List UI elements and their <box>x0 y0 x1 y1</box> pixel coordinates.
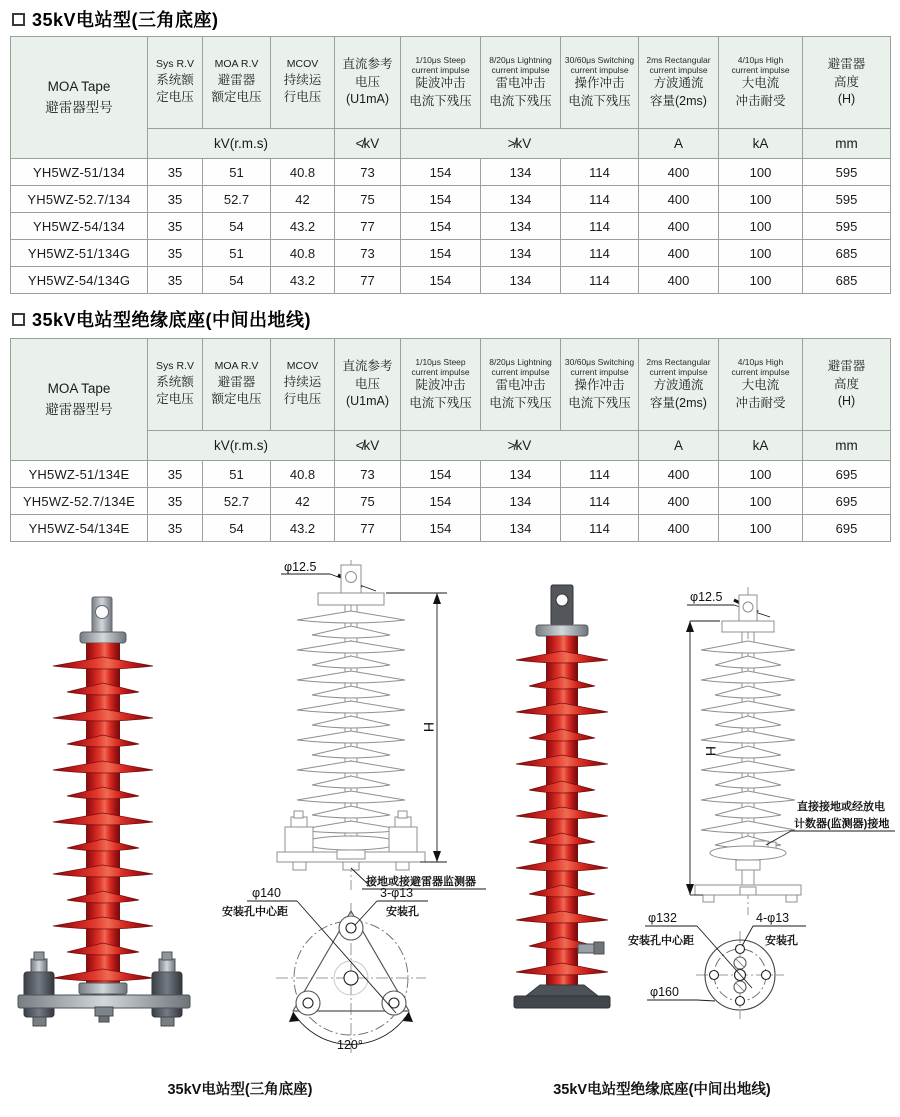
drawing-triangle-base-plan <box>222 886 428 1053</box>
col-header-dc-ref: 直流参考 电压 (U1mA) <box>335 339 401 431</box>
value-cell: 100 <box>719 213 803 240</box>
value-cell: 400 <box>639 186 719 213</box>
ground-note: 接地或接避雷器监测器 <box>366 876 476 888</box>
drawing-insulated-base-elevation <box>686 587 895 915</box>
ground-note-line1: 直接接地或经放电 <box>797 801 885 813</box>
ground-terminal-bolt <box>578 944 594 953</box>
unit-cell: ≮kV <box>335 431 401 461</box>
value-cell: 35 <box>148 267 203 294</box>
arrester-photo-triangle-base <box>18 597 190 1026</box>
dim-holes: 4-φ13 <box>756 911 790 925</box>
table-row <box>11 515 891 542</box>
dim-angle: 120° <box>337 1038 363 1052</box>
unit-cell: kV(r.m.s) <box>148 129 335 159</box>
value-cell: 51 <box>203 461 271 488</box>
value-cell: 154 <box>401 213 481 240</box>
drawing-insulated-base-plan <box>628 911 806 1019</box>
unit-cell: ≯kV <box>401 129 639 159</box>
value-cell: 134 <box>481 461 561 488</box>
value-cell: 114 <box>561 488 639 515</box>
value-cell: 695 <box>803 461 891 488</box>
value-cell: 77 <box>335 213 401 240</box>
value-cell: 51 <box>203 159 271 186</box>
value-cell: 75 <box>335 488 401 515</box>
model-cell: YH5WZ-51/134E <box>11 461 148 488</box>
value-cell: 100 <box>719 159 803 186</box>
value-cell: 35 <box>148 515 203 542</box>
dim-top-terminal: φ12.5 <box>690 590 723 604</box>
value-cell: 400 <box>639 159 719 186</box>
table-header <box>11 339 891 461</box>
value-cell: 134 <box>481 240 561 267</box>
value-cell: 154 <box>401 159 481 186</box>
dim-outer: φ160 <box>650 985 679 999</box>
value-cell: 35 <box>148 213 203 240</box>
table-header <box>11 37 891 159</box>
unit-cell: mm <box>803 129 891 159</box>
value-cell: 40.8 <box>271 159 335 186</box>
col-header-moa-rv: MOA R.V 避雷器 额定电压 <box>203 339 271 431</box>
value-cell: 77 <box>335 515 401 542</box>
unit-cell: kA <box>719 129 803 159</box>
table-body <box>11 461 891 542</box>
value-cell: 42 <box>271 488 335 515</box>
caption-triangle-base: 35kV电站型(三角底座) <box>167 1082 313 1098</box>
col-header-mcov: MCOV 持续运 行电压 <box>271 37 335 129</box>
table-row <box>11 488 891 515</box>
col-header-steep: 1/10μs Steep current impulse 陡波冲击 电流下残压 <box>401 339 481 431</box>
value-cell: 100 <box>719 240 803 267</box>
col-header-sys-rv: Sys R.V 系统额 定电压 <box>148 339 203 431</box>
value-cell: 154 <box>401 240 481 267</box>
value-cell: 154 <box>401 267 481 294</box>
terminal-hole <box>556 594 568 606</box>
col-header-height: 避雷器 高度 (H) <box>803 339 891 431</box>
col-header-lightning: 8/20μs Lightning current impulse 雷电冲击 电流下残压 <box>481 339 561 431</box>
dim-height: H <box>703 745 719 757</box>
value-cell: 134 <box>481 267 561 294</box>
value-cell: 40.8 <box>271 240 335 267</box>
value-cell: 35 <box>148 488 203 515</box>
section2-title-text: 35kV电站型绝缘底座(中间出地线) <box>32 310 312 330</box>
holes-note: 安装孔 <box>765 935 798 947</box>
col-header-lightning: 8/20μs Lightning current impulse 雷电冲击 电流下残压 <box>481 37 561 129</box>
col-header-switching: 30/60μs Switching current impulse 操作冲击 电流下残压 <box>561 339 639 431</box>
value-cell: 595 <box>803 159 891 186</box>
value-cell: 134 <box>481 186 561 213</box>
table-row <box>11 267 891 294</box>
col-header-moa-rv: MOA R.V 避雷器 额定电压 <box>203 37 271 129</box>
table-row <box>11 461 891 488</box>
value-cell: 35 <box>148 240 203 267</box>
value-cell: 400 <box>639 515 719 542</box>
value-cell: 43.2 <box>271 515 335 542</box>
dim-height: H <box>421 721 437 733</box>
value-cell: 43.2 <box>271 213 335 240</box>
unit-cell: kA <box>719 431 803 461</box>
value-cell: 52.7 <box>203 488 271 515</box>
section1-title-text: 35kV电站型(三角底座) <box>32 10 219 30</box>
dim-bolt-circle: φ140 <box>252 886 281 900</box>
col-header-mcov: MCOV 持续运 行电压 <box>271 339 335 431</box>
bolt-circle-note: 安装孔中心距 <box>222 906 288 918</box>
value-cell: 100 <box>719 515 803 542</box>
value-cell: 35 <box>148 186 203 213</box>
unit-cell: A <box>639 431 719 461</box>
value-cell: 54 <box>203 515 271 542</box>
value-cell: 114 <box>561 186 639 213</box>
value-cell: 35 <box>148 159 203 186</box>
col-header-model: MOA Tape 避雷器型号 <box>11 339 148 461</box>
value-cell: 51 <box>203 240 271 267</box>
value-cell: 695 <box>803 488 891 515</box>
col-header-model: MOA Tape 避雷器型号 <box>11 37 148 159</box>
ground-note-line2: 计数器(监测器)接地 <box>794 818 890 830</box>
value-cell: 595 <box>803 186 891 213</box>
value-cell: 685 <box>803 267 891 294</box>
col-header-switching: 30/60μs Switching current impulse 操作冲击 电流下残压 <box>561 37 639 129</box>
table-row <box>11 240 891 267</box>
value-cell: 75 <box>335 186 401 213</box>
square-bullet-icon <box>12 13 25 26</box>
value-cell: 154 <box>401 186 481 213</box>
value-cell: 400 <box>639 461 719 488</box>
sheds <box>701 641 795 848</box>
model-cell: YH5WZ-54/134G <box>11 267 148 294</box>
value-cell: 134 <box>481 488 561 515</box>
arrester-photo-insulated-base <box>514 585 610 1008</box>
value-cell: 73 <box>335 240 401 267</box>
unit-cell: ≯kV <box>401 431 639 461</box>
spec-table-triangle-base <box>10 36 891 294</box>
value-cell: 73 <box>335 461 401 488</box>
holes-note: 安装孔 <box>386 906 419 918</box>
model-cell: YH5WZ-52.7/134 <box>11 186 148 213</box>
value-cell: 35 <box>148 461 203 488</box>
value-cell: 100 <box>719 461 803 488</box>
value-cell: 154 <box>401 488 481 515</box>
value-cell: 114 <box>561 515 639 542</box>
value-cell: 52.7 <box>203 186 271 213</box>
value-cell: 154 <box>401 461 481 488</box>
col-header-dc-ref: 直流参考 电压 (U1mA) <box>335 37 401 129</box>
value-cell: 100 <box>719 186 803 213</box>
drawing-triangle-base-elevation <box>277 560 486 890</box>
value-cell: 134 <box>481 515 561 542</box>
value-cell: 134 <box>481 213 561 240</box>
dim-holes: 3-φ13 <box>380 886 414 900</box>
col-header-high-current: 4/10μs High current impulse 大电流 冲击耐受 <box>719 339 803 431</box>
section2-title <box>12 306 311 332</box>
value-cell: 114 <box>561 267 639 294</box>
table-row <box>11 213 891 240</box>
caption-insulated-base: 35kV电站型绝缘底座(中间出地线) <box>553 1082 771 1098</box>
value-cell: 114 <box>561 159 639 186</box>
dim-bolt-circle: φ132 <box>648 911 677 925</box>
model-cell: YH5WZ-54/134 <box>11 213 148 240</box>
value-cell: 685 <box>803 240 891 267</box>
terminal-hole <box>96 606 109 619</box>
dim-top-terminal: φ12.5 <box>284 560 317 574</box>
unit-cell: A <box>639 129 719 159</box>
value-cell: 77 <box>335 267 401 294</box>
table-row <box>11 159 891 186</box>
col-header-rectangular: 2ms Rectangular current impulse 方波通流 容量(2ms) <box>639 339 719 431</box>
value-cell: 54 <box>203 213 271 240</box>
model-cell: YH5WZ-51/134G <box>11 240 148 267</box>
value-cell: 134 <box>481 159 561 186</box>
table-body <box>11 159 891 294</box>
value-cell: 100 <box>719 488 803 515</box>
value-cell: 54 <box>203 267 271 294</box>
bolt-circle-note: 安装孔中心距 <box>628 935 694 947</box>
table-row <box>11 186 891 213</box>
value-cell: 73 <box>335 159 401 186</box>
unit-cell: mm <box>803 431 891 461</box>
unit-cell: kV(r.m.s) <box>148 431 335 461</box>
model-cell: YH5WZ-52.7/134E <box>11 488 148 515</box>
spec-table-insulated-base <box>10 338 891 542</box>
col-header-height: 避雷器 高度 (H) <box>803 37 891 129</box>
value-cell: 400 <box>639 488 719 515</box>
value-cell: 114 <box>561 461 639 488</box>
value-cell: 154 <box>401 515 481 542</box>
square-bullet-icon <box>12 313 25 326</box>
value-cell: 114 <box>561 240 639 267</box>
value-cell: 595 <box>803 213 891 240</box>
col-header-sys-rv: Sys R.V 系统额 定电压 <box>148 37 203 129</box>
unit-cell: ≮kV <box>335 129 401 159</box>
value-cell: 400 <box>639 267 719 294</box>
col-header-steep: 1/10μs Steep current impulse 陡波冲击 电流下残压 <box>401 37 481 129</box>
section1-title <box>12 6 219 32</box>
value-cell: 100 <box>719 267 803 294</box>
value-cell: 114 <box>561 213 639 240</box>
value-cell: 400 <box>639 240 719 267</box>
value-cell: 40.8 <box>271 461 335 488</box>
model-cell: YH5WZ-54/134E <box>11 515 148 542</box>
col-header-high-current: 4/10μs High current impulse 大电流 冲击耐受 <box>719 37 803 129</box>
value-cell: 695 <box>803 515 891 542</box>
col-header-rectangular: 2ms Rectangular current impulse 方波通流 容量(2ms) <box>639 37 719 129</box>
value-cell: 43.2 <box>271 267 335 294</box>
technical-drawings <box>0 555 900 1077</box>
model-cell: YH5WZ-51/134 <box>11 159 148 186</box>
value-cell: 42 <box>271 186 335 213</box>
value-cell: 400 <box>639 213 719 240</box>
